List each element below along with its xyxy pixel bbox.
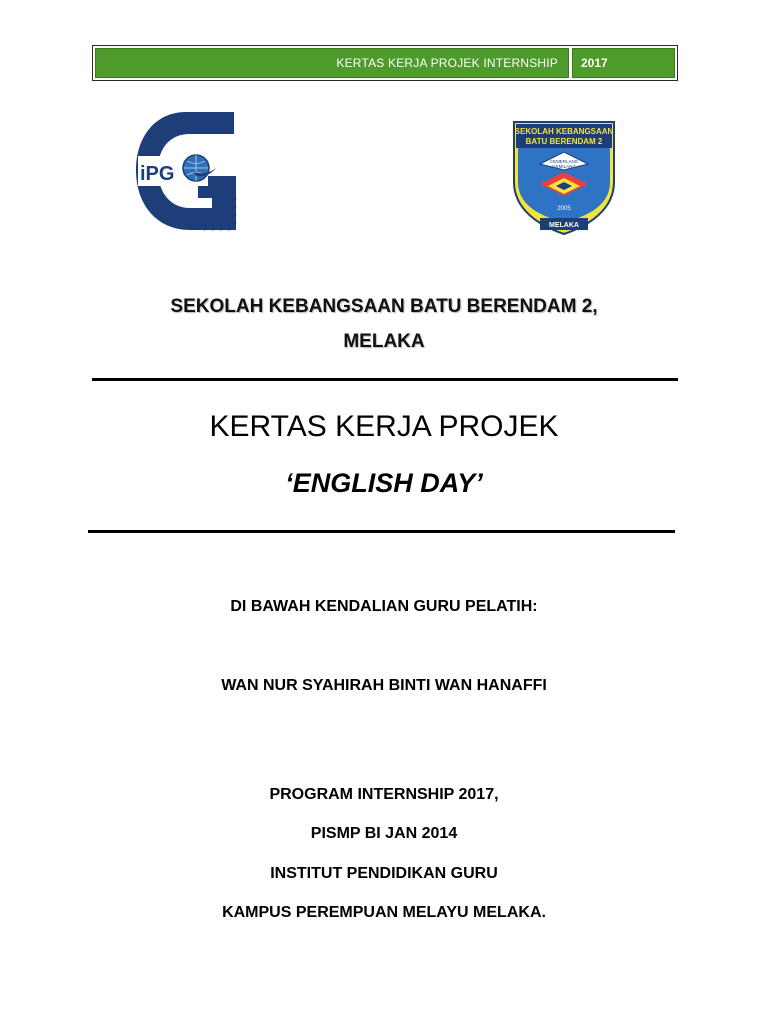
crest-motto2: GEMILANG bbox=[552, 164, 576, 169]
program-line2: PISMP BI JAN 2014 bbox=[310, 825, 458, 842]
crest-line2: BATU BERENDAM 2 bbox=[525, 137, 603, 146]
crest-motto1: CEMERLANG bbox=[549, 159, 579, 164]
ipg-logo bbox=[134, 110, 238, 234]
trainee-name: WAN NUR SYAHIRAH BINTI WAN HANAFFI bbox=[221, 677, 547, 694]
document-subtitle: ‘ENGLISH DAY’ bbox=[285, 468, 483, 498]
crest-state: MELAKA bbox=[549, 222, 579, 229]
school-crest-logo bbox=[510, 118, 618, 236]
divider-bottom bbox=[88, 530, 675, 533]
document-title: KERTAS KERJA PROJEK bbox=[209, 410, 559, 443]
school-name-line1: SEKOLAH KEBANGSAAN BATU BERENDAM 2, bbox=[170, 296, 598, 317]
program-line4: KAMPUS PEREMPUAN MELAYU MELAKA. bbox=[222, 904, 546, 921]
header-year: 2017 bbox=[572, 48, 675, 78]
program-line3: INSTITUT PENDIDIKAN GURU bbox=[270, 865, 498, 882]
crest-line1: SEKOLAH KEBANGSAAN bbox=[514, 127, 614, 136]
supervision-label: DI BAWAH KENDALIAN GURU PELATIH: bbox=[230, 598, 538, 615]
school-name-line2: MELAKA bbox=[343, 331, 425, 352]
crest-year: 2005 bbox=[557, 206, 571, 212]
program-line1: PROGRAM INTERNSHIP 2017, bbox=[269, 786, 499, 803]
page-header bbox=[92, 45, 678, 81]
header-title: KERTAS KERJA PROJEK INTERNSHIP bbox=[95, 48, 569, 78]
divider-top bbox=[92, 378, 678, 381]
ipg-logo-text: iPG bbox=[140, 163, 175, 185]
